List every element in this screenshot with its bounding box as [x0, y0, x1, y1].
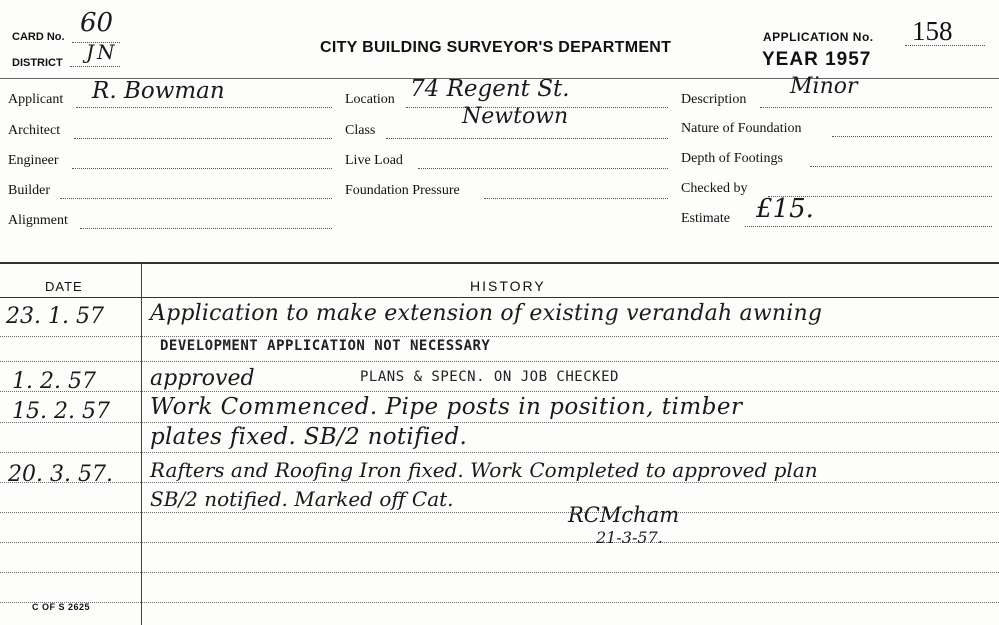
engineer-line: [72, 168, 332, 169]
depth-of-footings-label: Depth of Footings: [681, 151, 783, 166]
estimate-label: Estimate: [681, 211, 730, 226]
card-no-value: 60: [80, 8, 114, 38]
table-divider: [141, 263, 142, 625]
depth-of-footings-line: [810, 166, 992, 167]
department-title: CITY BUILDING SURVEYOR'S DEPARTMENT: [320, 39, 672, 56]
card-no-label: CARD No.: [12, 31, 65, 43]
history-date: 1. 2. 57: [12, 369, 96, 394]
history-text: Application to make extension of existing verandah awning: [150, 301, 823, 326]
estimate-value: £15.: [756, 194, 814, 224]
date-header: DATE: [45, 279, 83, 294]
applicant-label: Applicant: [8, 92, 64, 107]
ruled-line: [0, 572, 999, 573]
history-text: Work Commenced. Pipe posts in position, timber: [150, 394, 743, 420]
checked-by-label: Checked by: [681, 181, 748, 196]
application-no-line: [905, 45, 985, 46]
live-load-label: Live Load: [345, 153, 403, 168]
alignment-line: [80, 228, 332, 229]
live-load-line: [418, 168, 668, 169]
applicant-line: [76, 107, 332, 108]
ruled-line: [0, 482, 999, 483]
history-date: 20. 3. 57.: [8, 462, 113, 487]
description-label: Description: [681, 92, 747, 107]
architect-line: [74, 138, 332, 139]
history-header: HISTORY: [470, 278, 546, 294]
district-label: DISTRICT: [12, 57, 63, 69]
form-code: C OF S 2625: [32, 602, 91, 612]
engineer-label: Engineer: [8, 153, 59, 168]
description-line: [760, 107, 992, 108]
plans-checked-stamp: PLANS & SPECN. ON JOB CHECKED: [360, 369, 619, 385]
class-value: Newtown: [462, 104, 569, 129]
ruled-line: [0, 602, 999, 603]
ruled-line: [0, 422, 999, 423]
signature-date: 21-3-57.: [596, 528, 663, 547]
ruled-line: [0, 452, 999, 453]
year-label: YEAR 1957: [762, 49, 872, 70]
application-no-label: APPLICATION No.: [763, 30, 874, 44]
ruled-line: [0, 512, 999, 513]
alignment-label: Alignment: [8, 213, 68, 228]
ruled-line: [0, 361, 999, 362]
foundation-pressure-line: [484, 198, 668, 199]
district-value: JN: [86, 40, 118, 64]
history-date: 23. 1. 57: [6, 304, 104, 329]
history-text: SB/2 notified. Marked off Cat.: [150, 487, 454, 511]
applicant-value: R. Bowman: [92, 78, 225, 104]
district-line: [70, 66, 120, 67]
history-text: approved: [150, 366, 255, 391]
foundation-pressure-label: Foundation Pressure: [345, 183, 460, 198]
history-text: Rafters and Roofing Iron fixed. Work Completed to approved plan: [150, 458, 818, 482]
description-value: Minor: [790, 74, 858, 99]
signature: RCMcham: [568, 503, 680, 527]
table-top-rule: [0, 262, 999, 264]
development-stamp: DEVELOPMENT APPLICATION NOT NECESSARY: [160, 338, 491, 354]
builder-label: Builder: [8, 183, 50, 198]
builder-line: [60, 198, 332, 199]
ruled-line: [0, 542, 999, 543]
nature-of-foundation-label: Nature of Foundation: [681, 121, 802, 136]
ruled-line: [0, 391, 999, 392]
location-label: Location: [345, 92, 395, 107]
history-date: 15. 2. 57: [12, 399, 110, 424]
nature-of-foundation-line: [832, 136, 992, 137]
architect-label: Architect: [8, 123, 61, 138]
location-value: 74 Regent St.: [410, 76, 570, 102]
application-no-value: 158: [912, 16, 953, 46]
ruled-line: [0, 336, 999, 337]
class-label: Class: [345, 123, 376, 138]
estimate-line: [745, 226, 992, 227]
history-text: plates fixed. SB/2 notified.: [150, 424, 468, 450]
table-header-rule: [0, 297, 999, 298]
class-line: [386, 138, 668, 139]
